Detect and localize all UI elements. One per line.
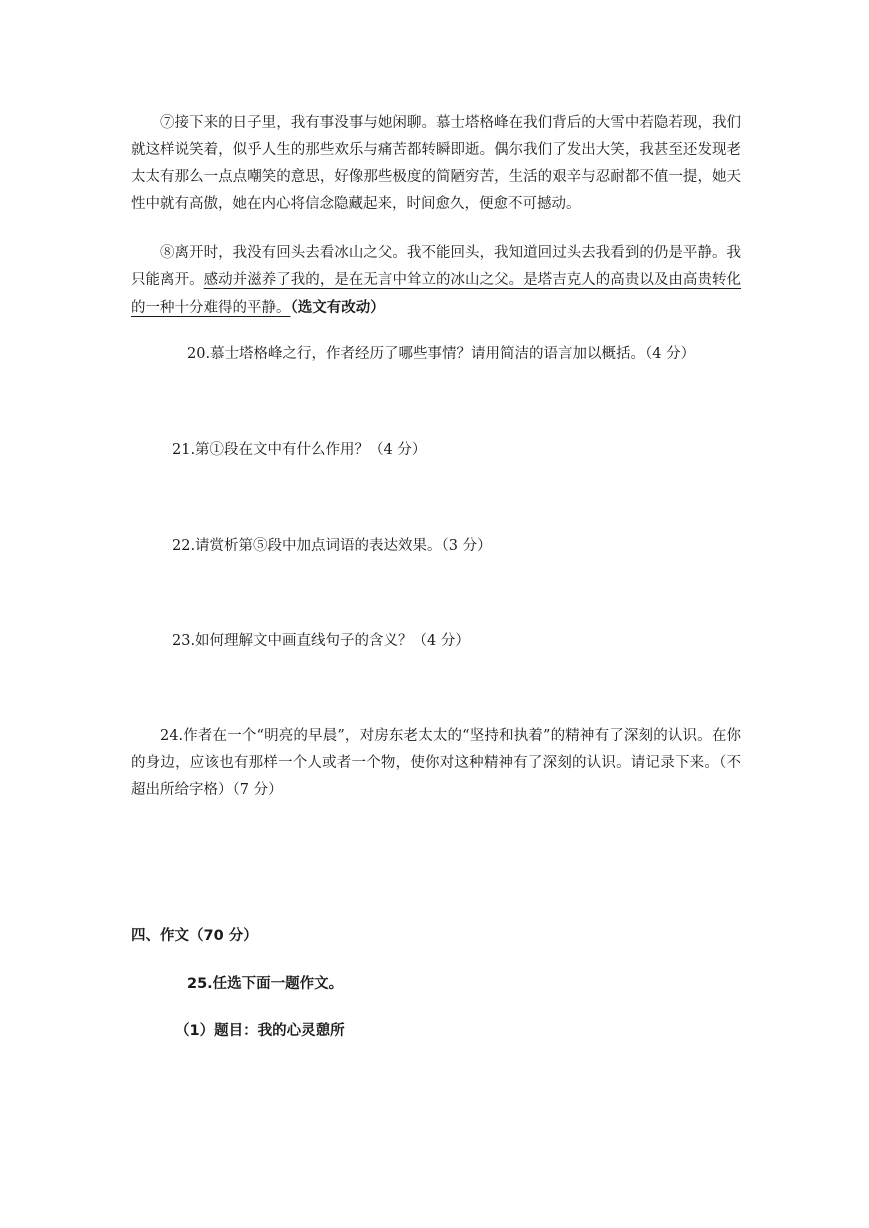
question-24: 24.作者在一个“明亮的早晨”，对房东老太太的“坚持和执着”的精神有了深刻的认识。在你的身边，应该也有那样一个人或者一个物，使你对这种精神有了深刻的认识。请记录下来。（不超出所给字格）（7 分）	[131, 728, 741, 798]
passage-paragraph-7: ⑦接下来的日子里，我有事没事与她闲聊。慕士塔格峰在我们背后的大雪中若隐若现，我们就这样说笑着，似乎人生的那些欢乐与痛苦都转瞬即逝。偶尔我们了发出大笑，我甚至还发现老太太有那么一点点嘲笑的意思，好像那些极度的简陋穷苦，生活的艰辛与忍耐都不值一提，她天性中就有高傲，她在内心将信念隐藏起来，时间愈久，便愈不可撼动。	[131, 115, 741, 212]
question-23: 23.如何理解文中画直线句子的含义？（4 分）	[172, 633, 470, 649]
question-20: 20.慕士塔格峰之行，作者经历了哪些事情？请用简洁的语言加以概括。（4 分）	[187, 346, 696, 362]
underlined-sentence: 感动并滋养了我的，是在无言中耸立的冰山之父。是塔吉克人的高贵以及由高贵转化的一种十分难得的平静。	[131, 272, 741, 316]
paragraph-8-text: ⑧离开时，我没有回头去看冰山之父。我不能回头，我知道回过头去我看到的仍是平静。我只能离开。	[131, 245, 741, 288]
section-title-composition: 四、作文（70 分）	[131, 928, 258, 944]
composition-instruction: 25.任选下面一题作文。	[187, 976, 344, 992]
question-22: 22.请赏析第⑤段中加点词语的表达效果。（3 分）	[172, 538, 492, 554]
question-21: 21.第①段在文中有什么作用？（4 分）	[172, 442, 427, 458]
composition-topic-1: （1）题目：我的心灵憩所	[175, 1023, 345, 1039]
source-note: （选文有改动）	[290, 299, 385, 316]
passage-paragraph-8	[131, 240, 741, 322]
